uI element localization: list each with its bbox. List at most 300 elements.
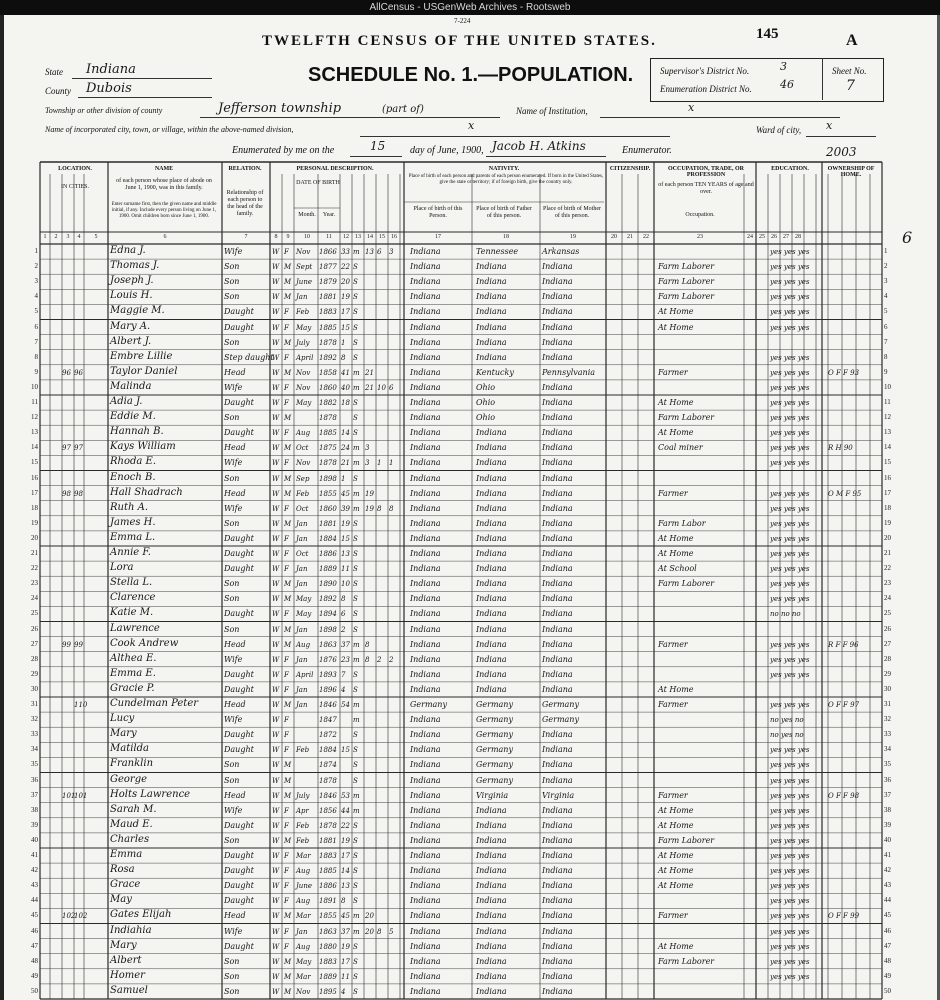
cell-name: Samuel (110, 984, 148, 996)
cell-ed: yes yes yes (770, 670, 810, 679)
occupation-header: OCCUPATION, TRADE, OR PROFESSION (667, 166, 744, 178)
cell-mar: S (353, 852, 358, 860)
cell-month: Aug (296, 942, 311, 951)
cell-rel: Son (224, 292, 240, 302)
cell-rel: Son (224, 956, 240, 966)
cell-name: Gracie P. (110, 682, 155, 694)
cell-sex: F (284, 685, 289, 694)
cell-name: Franklin (110, 758, 154, 770)
cell-month: Jan (296, 293, 308, 302)
cell-pob: Indiana (410, 896, 441, 906)
cell-color: W (272, 399, 280, 407)
cell-month: Feb (296, 836, 310, 845)
cell-fpob: Indiana (476, 428, 507, 438)
cell-mar: m (353, 383, 360, 392)
cell-sex: M (284, 701, 292, 709)
cell-mpob: Indiana (542, 549, 573, 558)
cell-year: 1860 (319, 504, 337, 513)
cell-year: 1863 (319, 640, 337, 649)
cell-house: 97 (62, 444, 71, 453)
cell-name: Joseph J. (110, 275, 154, 287)
cell-month: Jan (296, 655, 308, 664)
cell-sex: F (284, 248, 289, 256)
cell-name: Cook Andrew (110, 637, 179, 649)
row-number-right: 18 (884, 503, 891, 512)
cell-year: 1878 (319, 338, 337, 347)
cell-mpob: Indiana (542, 881, 573, 891)
cell-ed: yes yes yes (770, 459, 810, 468)
cell-month: Jan (296, 701, 308, 709)
cell-mpob: Indiana (542, 624, 573, 634)
cell-mar: S (353, 867, 358, 876)
cell-year: 1885 (319, 323, 337, 332)
cell-year: 1893 (319, 670, 337, 679)
cell-name: Embre Lillie (110, 350, 173, 362)
cell-fpob: Indiana (476, 443, 507, 453)
cell-color: W (272, 338, 280, 347)
page-number: 145 (756, 26, 779, 42)
cell-sex: M (284, 293, 292, 302)
cell-month: May (296, 323, 312, 332)
cell-year: 1846 (319, 791, 337, 800)
cell-occ: Farmer (658, 639, 688, 649)
cell-pob: Indiana (410, 518, 441, 528)
cell-sex: M (284, 278, 292, 287)
row-number-right: 29 (884, 669, 891, 678)
cell-age: 1 (341, 474, 346, 483)
cell-color: W (272, 836, 280, 845)
row-number-right: 32 (884, 715, 891, 724)
cell-mpob: Indiana (542, 337, 573, 347)
cell-sex: F (284, 459, 289, 468)
cell-age: 21 (341, 459, 350, 468)
cell-year: 1889 (319, 972, 337, 981)
cell-sex: F (284, 550, 289, 558)
cell-ed: yes yes yes (770, 655, 810, 664)
cell-name: Althea E. (110, 652, 157, 664)
enumeration-label: Enumeration District No. (660, 84, 752, 94)
cell-color: W (272, 655, 280, 664)
cell-pob: Indiana (410, 760, 441, 770)
cell-ed: yes yes yes (770, 519, 810, 528)
cell-fpob: Indiana (476, 669, 507, 679)
cell-year: 1892 (319, 595, 337, 604)
cell-own: O F F 97 (828, 701, 860, 709)
cell-name: Rhoda E. (110, 456, 157, 468)
cell-rel: Head (224, 911, 246, 921)
cell-own: O F F 98 (828, 791, 860, 800)
column-number: 22 (643, 234, 649, 240)
cell-pob: Indiana (410, 971, 441, 981)
cell-age: 4 (341, 685, 346, 694)
cell-mpob: Indiana (542, 594, 573, 604)
cell-pob: Indiana (410, 594, 441, 604)
cell-name: Charles (110, 833, 150, 845)
cell-mpob: Indiana (542, 322, 573, 332)
cell-fpob: Indiana (476, 549, 507, 558)
cell-month: Jan (296, 519, 308, 528)
cell-fpob: Indiana (476, 533, 507, 543)
cell-ed: yes yes yes (770, 263, 810, 272)
cell-month: Nov (296, 987, 311, 996)
cell-occ: At Home (658, 881, 694, 891)
row-number: 10 (31, 382, 38, 391)
corner-number: 2003 (826, 145, 857, 159)
county-value: Dubois (86, 81, 132, 96)
row-number-right: 50 (884, 986, 891, 995)
cell-mar: m (353, 912, 360, 921)
cell-age: 11 (341, 972, 350, 981)
row-number-right: 35 (884, 760, 891, 769)
cell-ed: yes yes yes (770, 912, 810, 921)
row-number: 4 (34, 292, 38, 301)
cell-rel: Daught (224, 881, 254, 891)
row-number: 32 (31, 715, 38, 724)
cell-color: W (272, 595, 280, 604)
cell-color: W (272, 429, 280, 438)
cell-mpob: Indiana (542, 971, 573, 981)
cell-color: W (272, 565, 280, 574)
cell-pob: Indiana (410, 322, 441, 332)
cell-rel: Daught (224, 564, 254, 574)
cell-age: 39 (341, 504, 350, 513)
cell-pob: Indiana (410, 866, 441, 876)
cell-age: 15 (341, 323, 350, 332)
row-number: 9 (34, 367, 38, 376)
cell-age: 24 (341, 444, 350, 453)
supervisor-value: 3 (780, 60, 787, 73)
cell-pob: Indiana (410, 835, 441, 845)
cell-sex: F (284, 308, 289, 317)
cell-pob: Indiana (410, 262, 441, 272)
cell-liv: 5 (389, 927, 394, 936)
row-number: 46 (31, 926, 38, 935)
cell-fpob: Ohio (476, 382, 496, 392)
cell-mar: S (353, 565, 358, 574)
cell-sex: M (284, 957, 292, 966)
cell-name: Indiahia (110, 924, 152, 936)
cell-occ: Farm Laborer (658, 956, 715, 966)
cell-born: 6 (377, 248, 382, 256)
column-number: 12 (343, 234, 349, 240)
sheet-label: Sheet No. (832, 66, 867, 76)
row-number-right: 37 (884, 790, 891, 799)
cell-mar: S (353, 957, 358, 966)
cell-liv: 1 (389, 459, 394, 468)
row-number-right: 46 (884, 926, 891, 935)
cell-ed: yes yes yes (770, 927, 810, 936)
cell-fpob: Indiana (476, 835, 507, 845)
cell-month: April (296, 670, 314, 679)
cell-fpob: Indiana (476, 654, 507, 664)
cell-occ: Farm Laborer (658, 579, 715, 589)
cell-mpob: Indiana (542, 866, 573, 876)
relation-header: RELATION. (228, 166, 262, 172)
row-number: 30 (31, 684, 38, 693)
cell-month: Feb (296, 489, 310, 498)
cell-mpob: Indiana (542, 352, 573, 362)
relation-description: Relationship of each person to the head of the family. (226, 190, 264, 217)
cell-pob: Indiana (410, 564, 441, 574)
cell-name: Malinda (110, 380, 152, 392)
cell-mar: S (353, 534, 358, 543)
row-number: 28 (31, 654, 38, 663)
cell-month: Nov (296, 248, 311, 256)
cell-ed: yes yes yes (770, 746, 810, 755)
cell-mar: m (353, 791, 360, 800)
enumerator-label: Enumerator. (622, 145, 672, 156)
cell-mar: S (353, 942, 358, 951)
cell-rel: Son (224, 579, 240, 589)
cell-fpob: Virginia (476, 790, 509, 800)
cell-year: 1885 (319, 867, 337, 876)
ownership-header: OWNERSHIP OF HOME. (827, 166, 875, 178)
cell-sex: F (284, 565, 289, 574)
cell-yrs: 8 (365, 655, 370, 664)
cell-fpob: Indiana (476, 971, 507, 981)
cell-fpob: Germany (476, 760, 513, 770)
cell-name: Thomas J. (110, 260, 160, 272)
cell-sex: M (284, 580, 292, 589)
row-number-right: 48 (884, 956, 891, 965)
cell-month: Sep (296, 474, 310, 483)
cell-rel: Head (224, 639, 246, 649)
cell-month: June (296, 278, 312, 287)
row-number: 33 (31, 730, 38, 739)
cell-age: 22 (341, 821, 350, 830)
row-number: 11 (31, 398, 38, 406)
cell-yrs: 13 (365, 248, 374, 256)
cell-year: 1856 (319, 806, 337, 815)
row-number-right: 36 (884, 775, 891, 784)
column-number: 2 (54, 234, 58, 240)
cell-ed: yes yes yes (770, 444, 810, 453)
cell-yrs: 3 (365, 444, 370, 453)
row-number: 8 (34, 352, 38, 361)
cell-pob: Indiana (410, 337, 441, 347)
cell-rel: Head (224, 790, 246, 800)
row-number-right: 10 (884, 382, 891, 391)
cell-pob: Indiana (410, 443, 441, 453)
column-number: 19 (570, 234, 576, 240)
cell-rel: Daught (224, 307, 254, 317)
cell-sex: M (284, 489, 292, 498)
cell-name: Annie F. (110, 547, 151, 558)
cell-year: 1895 (319, 987, 337, 996)
cell-fpob: Indiana (476, 986, 507, 996)
cell-mar: S (353, 353, 358, 362)
cell-fpob: Germany (476, 730, 513, 740)
cell-fpob: Indiana (476, 956, 507, 966)
column-number: 15 (379, 234, 385, 240)
cell-age: 4 (341, 987, 346, 996)
cell-age: 13 (341, 882, 350, 891)
cell-rel: Son (224, 413, 240, 423)
cell-year: 1881 (319, 519, 337, 528)
in-cities-header: IN CITIES. (61, 184, 89, 190)
township-note: (part of) (382, 104, 424, 115)
cell-sex: F (284, 353, 289, 362)
cell-month: April (296, 353, 314, 362)
cell-age: 19 (341, 942, 350, 951)
cell-name: Hall Shadrach (110, 486, 183, 498)
cell-color: W (272, 383, 280, 392)
cell-mpob: Indiana (542, 760, 573, 770)
cell-ed: yes yes yes (770, 640, 810, 649)
cell-color: W (272, 746, 280, 755)
enumerator-name: Jacob H. Atkins (492, 139, 586, 153)
cell-name: Emma (110, 849, 143, 860)
cell-color: W (272, 278, 280, 287)
column-number: 11 (326, 234, 332, 240)
cell-age: 8 (341, 897, 346, 906)
cell-mpob: Arkansas (542, 247, 580, 256)
cell-fpob: Indiana (476, 911, 507, 921)
cell-mar: S (353, 595, 358, 604)
cell-month: Oct (296, 550, 309, 558)
cell-fpob: Indiana (476, 866, 507, 876)
column-number: 7 (244, 234, 248, 240)
cell-pob: Indiana (410, 775, 441, 785)
cell-year: 1886 (319, 882, 337, 891)
cell-pob: Indiana (410, 533, 441, 543)
cell-name: Louis H. (110, 290, 153, 302)
cell-yrs: 21 (365, 368, 374, 377)
pob-person-header: Place of birth of this Person. (413, 206, 463, 219)
cell-rel: Daught (224, 549, 254, 558)
cell-mar: S (353, 308, 358, 317)
cell-ed: yes yes yes (770, 897, 810, 906)
cell-rel: Step daught (224, 352, 274, 362)
cell-name: Katie M. (110, 607, 154, 619)
cell-name: Sarah M. (110, 803, 157, 815)
cell-occ: At Home (658, 684, 694, 694)
cell-name: Hannah B. (110, 426, 164, 438)
cell-mar: S (353, 987, 358, 996)
cell-name: Clarence (110, 592, 156, 604)
cell-year: 1863 (319, 927, 337, 936)
cell-month: Oct (296, 504, 309, 513)
cell-age: 23 (341, 655, 350, 664)
cell-pob: Indiana (410, 715, 441, 725)
cell-month: Jan (296, 927, 308, 936)
cell-name: Albert J. (110, 335, 152, 347)
cell-occ: Farmer (658, 911, 688, 921)
cell-age: 11 (341, 565, 350, 574)
cell-year: 1881 (319, 293, 337, 302)
cell-mpob: Indiana (542, 851, 573, 860)
cell-age: 8 (341, 595, 346, 604)
cell-sex: M (284, 595, 292, 604)
cell-rel: Son (224, 518, 240, 528)
cell-fpob: Indiana (476, 609, 507, 619)
cell-color: W (272, 942, 280, 951)
cell-rel: Daught (224, 609, 254, 619)
cell-age: 22 (341, 263, 350, 272)
row-number-right: 15 (884, 458, 891, 467)
cell-fpob: Indiana (476, 896, 507, 906)
row-number-right: 31 (884, 700, 891, 708)
row-number: 41 (31, 851, 38, 859)
cell-year: 1885 (319, 429, 337, 438)
cell-pob: Indiana (410, 367, 441, 377)
cell-month: Nov (296, 383, 311, 392)
row-number: 44 (31, 896, 38, 905)
ward-label: Ward of city, (756, 125, 802, 135)
cell-fpob: Germany (476, 700, 513, 709)
cell-year: 1892 (319, 353, 337, 362)
cell-year: 1883 (319, 957, 337, 966)
cell-liv: 8 (389, 504, 394, 513)
cell-ed: yes yes yes (770, 383, 810, 392)
cell-month: Jan (296, 685, 308, 694)
row-number-right: 25 (884, 609, 891, 618)
row-number: 17 (31, 488, 38, 497)
cell-pob: Indiana (410, 745, 441, 755)
cell-fam: 101 (74, 791, 88, 800)
township-value: Jefferson township (218, 101, 342, 116)
cell-pob: Indiana (410, 881, 441, 891)
cell-sex: F (284, 429, 289, 438)
row-number: 45 (31, 911, 38, 920)
cell-fpob: Indiana (476, 820, 507, 830)
row-number: 36 (31, 775, 38, 784)
cell-mar: m (353, 927, 360, 936)
row-number-right: 19 (884, 518, 891, 527)
cell-mpob: Pennsylvania (542, 367, 596, 377)
cell-age: 45 (341, 912, 350, 921)
cell-color: W (272, 293, 280, 302)
cell-color: W (272, 550, 280, 558)
cell-age: 19 (341, 836, 350, 845)
row-number-right: 8 (884, 352, 888, 361)
cell-fpob: Indiana (476, 624, 507, 634)
cell-pob: Indiana (410, 805, 441, 815)
cell-sex: M (284, 625, 292, 634)
cell-age: 17 (341, 957, 350, 966)
row-number-right: 47 (884, 941, 891, 950)
schedule-title: SCHEDULE No. 1.—POPULATION. (308, 64, 634, 86)
cell-rel: Wife (224, 715, 243, 725)
row-number: 35 (31, 760, 38, 769)
cell-mar: m (353, 701, 360, 709)
cell-color: W (272, 323, 280, 332)
cell-age: 17 (341, 852, 350, 860)
cell-house: 101 (62, 791, 76, 800)
cell-sex: M (284, 761, 292, 770)
cell-rel: Wife (224, 503, 243, 513)
row-number-right: 38 (884, 805, 891, 814)
cell-color: W (272, 670, 280, 679)
cell-name: James H. (110, 516, 156, 528)
cell-liv: 3 (389, 248, 394, 256)
row-number: 14 (31, 443, 38, 452)
cell-sex: F (284, 746, 289, 755)
cell-year: 1872 (319, 731, 337, 740)
row-number-right: 9 (884, 367, 888, 376)
cell-sex: M (284, 776, 292, 785)
cell-pob: Indiana (410, 730, 441, 740)
cell-house: 99 (62, 640, 71, 649)
education-header: EDUCATION. (771, 166, 809, 172)
cell-age: 41 (341, 368, 350, 377)
cell-sex: F (284, 323, 289, 332)
cell-fpob: Indiana (476, 684, 507, 694)
cell-year: 1878 (319, 459, 337, 468)
cell-mpob: Indiana (542, 654, 573, 664)
cell-age: 1 (341, 338, 346, 347)
cell-fam: 96 (74, 368, 83, 377)
